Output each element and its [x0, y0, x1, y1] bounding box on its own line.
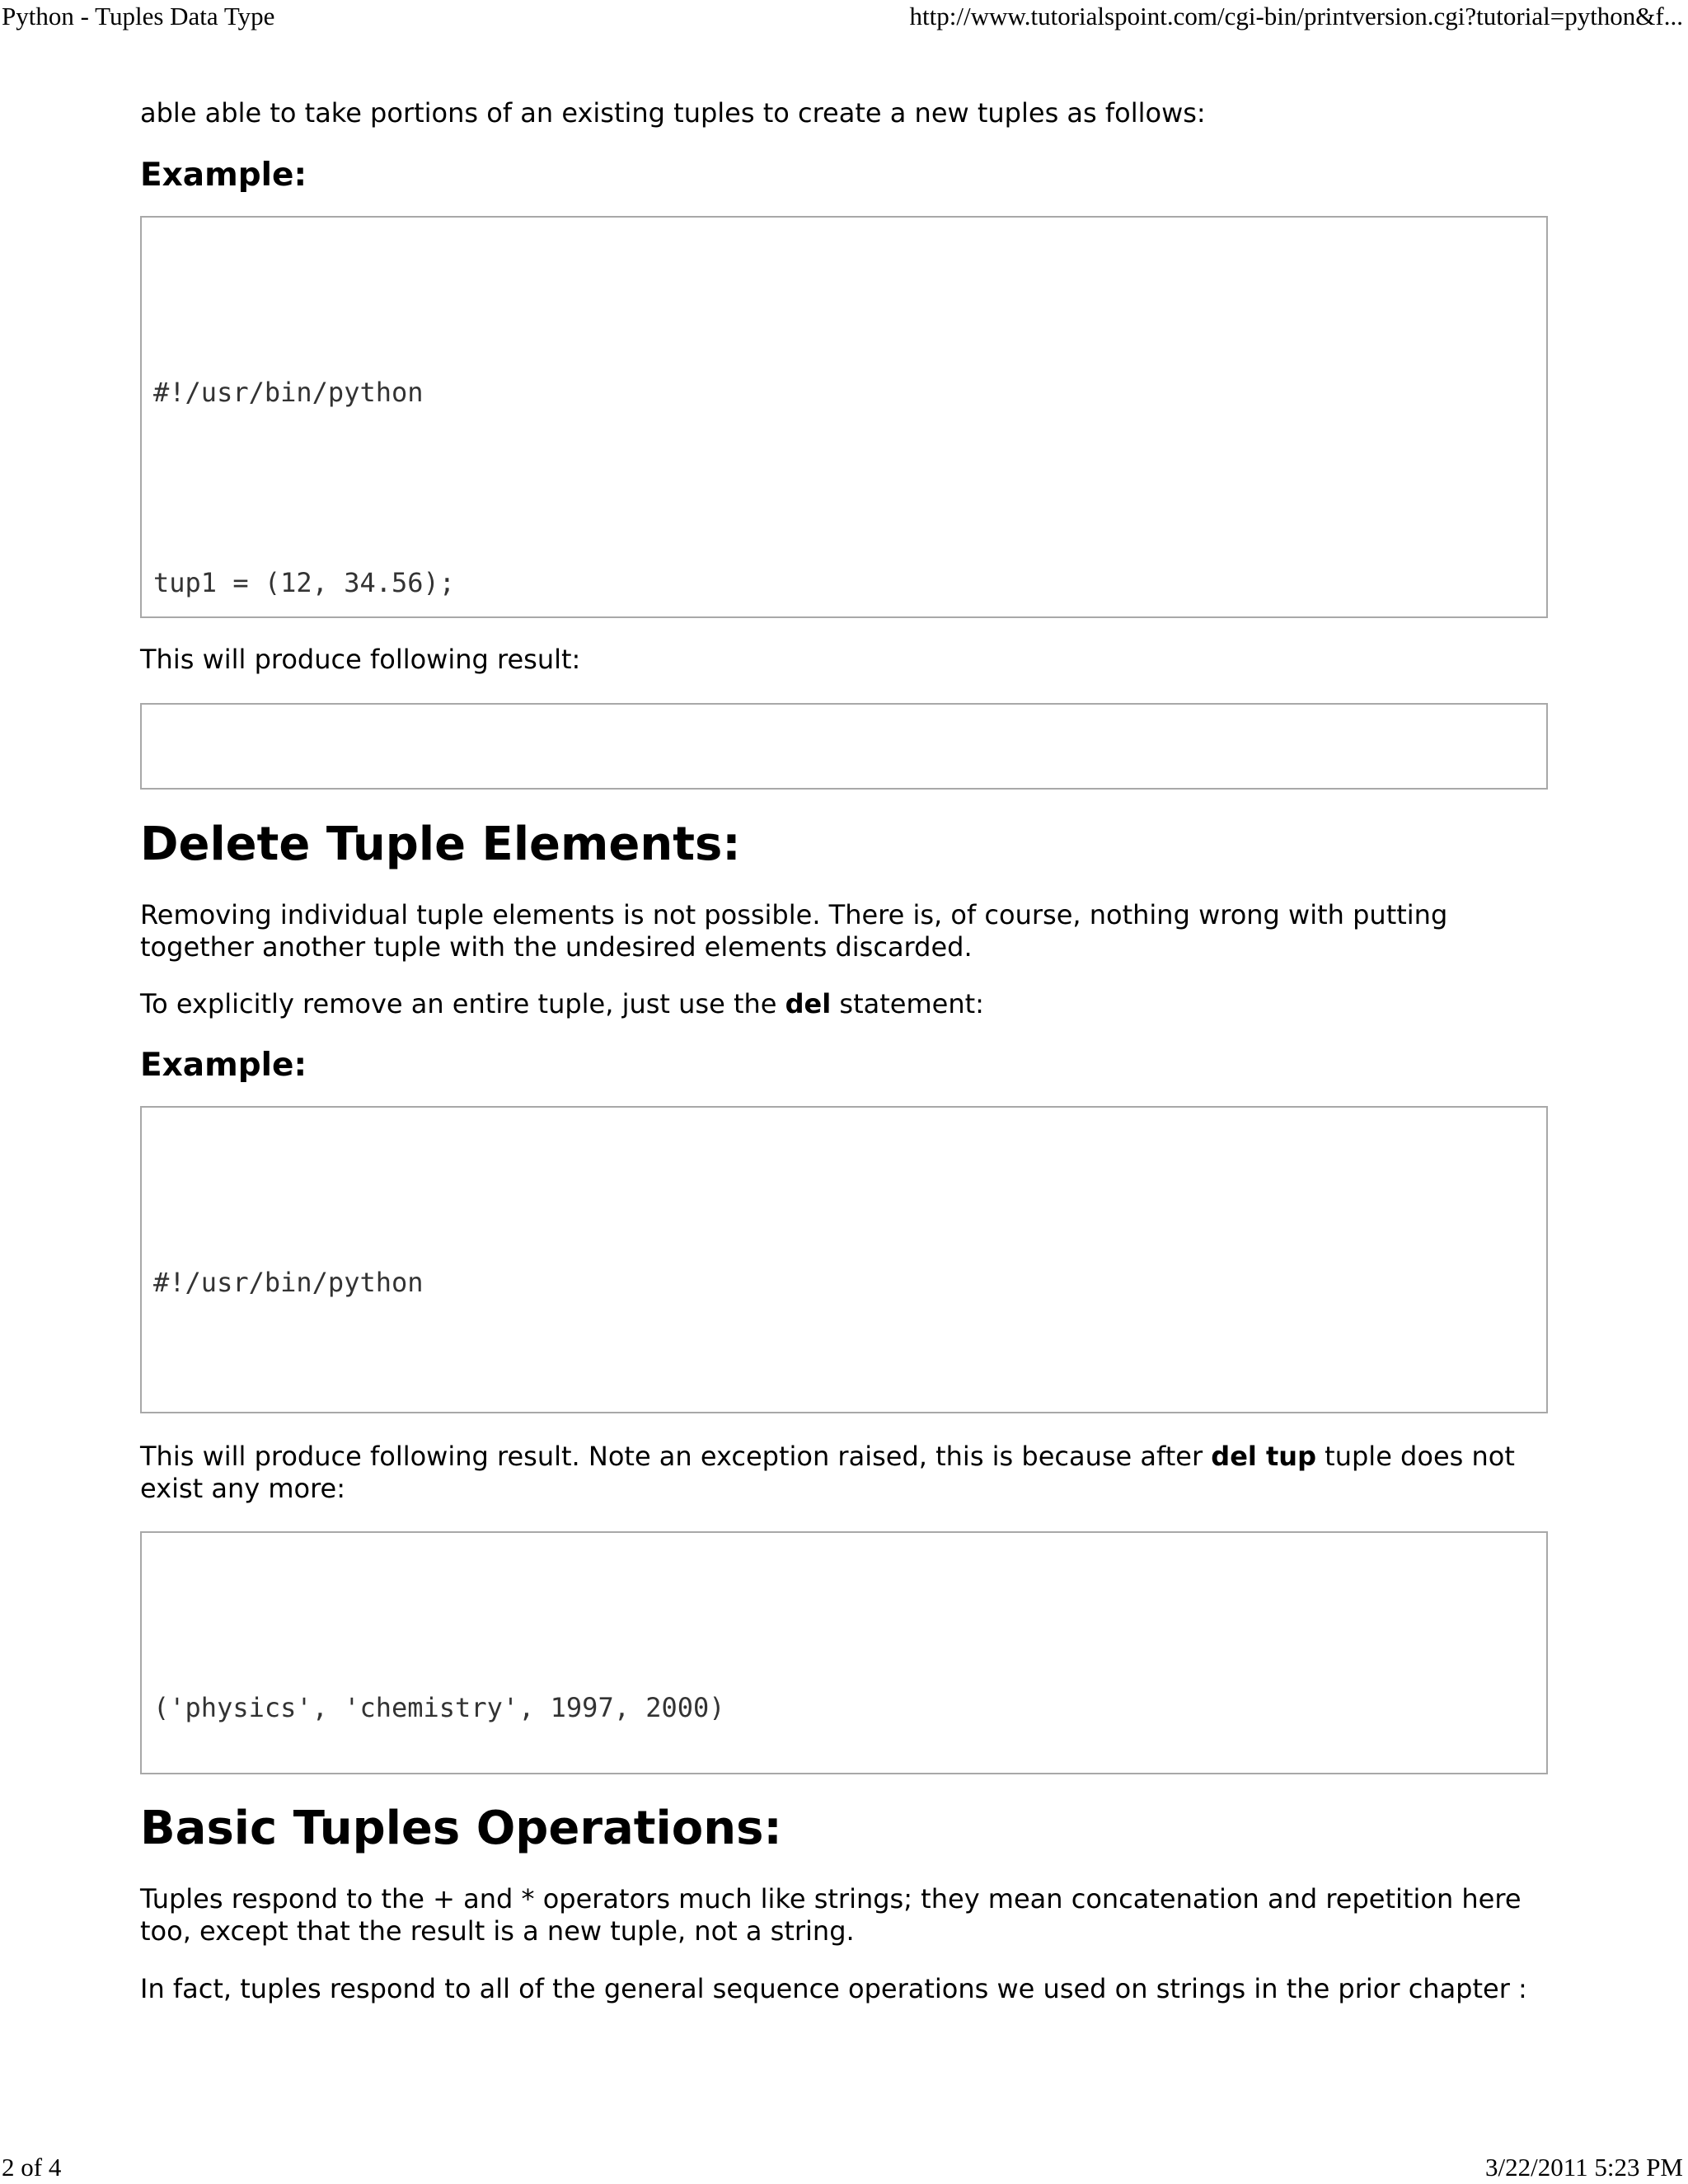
- code-line: [153, 471, 1535, 504]
- code-line: #!/usr/bin/python: [153, 1266, 424, 1298]
- code-line: [153, 1361, 1535, 1394]
- code-line: tup1 = (12, 34.56);: [153, 566, 456, 598]
- section-heading-basic-operations: Basic Tuples Operations:: [140, 1802, 782, 1855]
- example-label-1: Example:: [140, 157, 307, 194]
- output-line: [153, 768, 1535, 790]
- basic-paragraph-1: Tuples respond to the + and * operators much like strings; they mean concatenation and repetition here too, except that the result is a new tuple, not a string.: [140, 1883, 1522, 1947]
- code-line: #!/usr/bin/python: [153, 376, 424, 408]
- output-line: [153, 1596, 1535, 1629]
- example-label-2: Example:: [140, 1047, 307, 1084]
- delete-result-text: This will produce following result. Note an exception raised, this is because after del tup tuple does not exist any more:: [140, 1441, 1515, 1504]
- output-line: ('physics', 'chemistry', 1997, 2000): [153, 1691, 725, 1723]
- delete-paragraph-1: Removing individual tuple elements is not possible. There is, of course, nothing wrong with putting together another tuple with the undesired elements discarded.: [140, 899, 1448, 963]
- section-heading-delete: Delete Tuple Elements:: [140, 818, 741, 871]
- print-footer-page: 2 of 4: [2, 2153, 62, 2182]
- delete-paragraph-2: To explicitly remove an entire tuple, just use the del statement:: [140, 988, 984, 1019]
- output-block-2: [140, 1531, 1548, 1774]
- output-block-1: [140, 703, 1548, 790]
- code-block-1: [140, 216, 1548, 618]
- print-header-url: http://www.tutorialspoint.com/cgi-bin/printversion.cgi?tutorial=python&f...: [909, 2, 1683, 30]
- print-header-title: Python - Tuples Data Type: [2, 2, 275, 30]
- code-line: [153, 281, 1535, 313]
- result-text-1: This will produce following result:: [140, 644, 581, 675]
- intro-paragraph: able able to take portions of an existing tuples to create a new tuples as follows:: [140, 97, 1206, 129]
- print-footer-datetime: 3/22/2011 5:23 PM: [1485, 2153, 1683, 2182]
- basic-paragraph-2: In fact, tuples respond to all of the general sequence operations we used on strings in the prior chapter :: [140, 1973, 1527, 2004]
- code-block-2: [140, 1106, 1548, 1413]
- code-line: [153, 1171, 1535, 1203]
